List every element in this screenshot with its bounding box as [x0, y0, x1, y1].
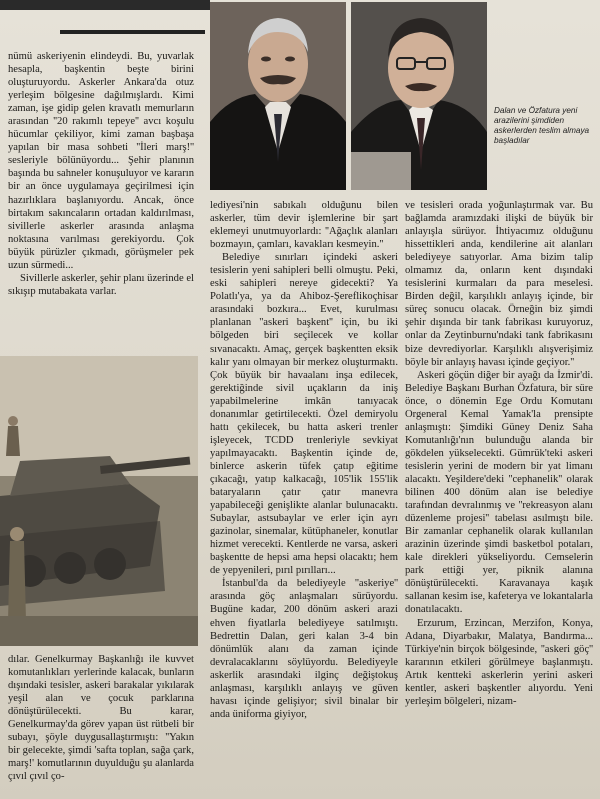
col3-paragraph-3: Erzurum, Erzincan, Merzifon, Konya, Adana, Diyarbakır, Malatya, Bandırma... Türkiye'nin birçok bölgesinde, ''askeri göç'' kararının etkileri görülmeye başlanmıştı. Artık kentteki askerlerin yerini askeri kentler, askeri başkentler alıyordu. Yeni yerleşim bölgeleri, nizam-	[405, 617, 593, 707]
text-column-1	[8, 50, 194, 298]
man-portrait-1-image	[210, 2, 346, 190]
col1-paragraph-2: Sivillerle askerler, şehir planı üzerinde el sıkışıp mutabakata varlar.	[8, 272, 194, 297]
col3-paragraph-1: ve tesisleri orada yoğunlaştırmak var. Bu bağlamda aramızdaki ilişki de büyük bir anlayışla sürüyor. İhtiyacımız olduğunu hissettikleri anda, kendilerine ait alanları belediyeye satıyorlar. Ama bizim talip olmamız da, onların kent dışındaki tesislerini kurmaları da para meselesi. Birden değil, karşılıklı anlayış içinde, bir süreç sonucu olacak. Örneğin biz şimdi şehir dışında bir tank fabrikası kuruyoruz, onlar da Zeytinburnu'ndaki tank fabrikasını bize devrediyorlar. Karşılıklı alışverişimiz böyle bir anlayış havası içinde geçiyor.''	[405, 200, 593, 368]
top-black-bar	[0, 0, 210, 10]
photo-tank-soldiers	[0, 356, 198, 646]
col2-paragraph-3: İstanbul'da da belediyeyle ''askeriye'' arasında göç anlaşmaları sürüyordu. Bugüne kadar, 200 dönüm askeri arazi ehven fiyatlarla belediyeye satılmıştı. Bedrettin Dalan, geri kalan 3-4 bin dönümlük alanı da zaman içinde devralacaklarını söylüyordu. Belediyeyle askerlik arasındaki ilginç değiştokuş anlaşması, karşılıklı anlayış ve güven havası içinde gelişiyor; sivil binalar bir anda üniforma giyiyor,	[210, 578, 398, 720]
photo-man-with-glasses	[351, 2, 487, 190]
text-column-1-bottom	[8, 653, 194, 783]
col2-paragraph-2: Belediye sınırları içindeki askeri tesislerin yeni sahipleri belli olmuştu. Peki, eski sahipleri nereye gidecekti? Ya Polatlı'ya, ya da Ahiboz-Şereflikoçhisar arasındaki bozkıra... Evet, kurulması planlanan ''askeri başkent'' için, bu iki bölgeden biri seçilecek ve kollar sıvanacaktı. Amaç, gerçek başkentten eksik kalır yanı olmayan bir merkez oluşturmaktı. Çok büyük bir havaalanı inşa edilecek, gerektiğinde sivil uçakların da iniş yapabilmelerine imkân tanıyacak donanımlar getirtilecekti. Özel demiryolu hattı çekilecek, bu hatta askeri trenler işleyecek, TCDD trenleriyle sevkiyat yapılmayacaktı. Başkentin içinde de, binlerce askerin tüfek çatıp eğitime çıkacağı, yatıp kalkacağı, 105'lik 155'lik bataryaların çatır çatır manevra yapabileceği genişlikte alanlar bulunacaktı. Subaylar, astsubaylar ve erler için ayrı gazinolar, sinemalar, kütüphaneler, konutlar hizmet verecekti. Kentlerde ne varsa, askeri başkentte de hepsi ama hepsi olacaktı; hem de yepyenileri, pırıl pırılları...	[210, 252, 398, 577]
photo-man-with-mustache	[210, 2, 346, 190]
text-column-3	[405, 199, 593, 708]
tank-image	[0, 356, 198, 646]
col1-paragraph-1: nümü askeriyenin elindeydi. Bu, yuvarlak hesapla, başkentin beşte birini oluşturuyordu. Askerler Ankara'da otuz yerleşim bölgesine dağılmışlardı. Kimi zaman, işe gidip gelen kravatlı memurların arasından ''20 rakımlı tepeye'' avcı koşulu hücumlar çekiliyor, kimi zaman başbaşa yapılan bir masa sohbeti ''İleri marş!'' sesleriyle bölünüyordu... Şehir planının başında bu sahneler konuşuluyor ve kararın bir an önce uygulamaya geçirilmesi için hazırlıklara başlanıyordu. Ancak, önce birtakım sakıncaların ortadan kaldırılması, sivillerle askerler arasında anlaşma noktasına varılması gerekiyordu. Çok büyük pürüzler çıkmadı, görüşmeler pek uzun sürmedi...	[8, 51, 194, 271]
col2-paragraph-1: lediyesi'nin sabıkalı olduğunu bilen askerler, tüm devir işlemlerine bir şart eklemeyi unutmuyorlardı: ''Ağaçlık alanları bozmayın, çamları, kavakları kesmeyin.''	[210, 200, 398, 251]
man-portrait-2-image	[351, 2, 487, 190]
col3-paragraph-2: Askeri göçün diğer bir ayağı da İzmir'di. Belediye Başkanı Burhan Özfatura, bir süre önce, o dönemin Ege Ordu Komutanı Orgeneral Kemal Yamak'la prensipte anlaşmıştı: Şimdiki Güney Deniz Saha Komutanlığı'nın bulunduğu alanda bir gökdelen yükselecekti. Gümrük'teki askeri tesislerin yerini de modern bir yat limanı alacaktı. Yeşildere'deki ''cephanelik'' olarak bilinen 400 dönüm alan ise belediye tarafından devralınmış ve ''rekreasyon alanı düzenleme projesi'' tabelası asılmıştı bile. Bir zamanlar cephanelik olarak kullanılan arazinin üzerinde şimdi basketbol potaları, kale direkleri yükseliyordu. Cemselerin park ettiği yer, piknik alanına dönüştürülecekti. Karavanaya kaşık sallanan kesim ise, kafeterya ve lokantalarla donatılacaktı.	[405, 369, 593, 616]
photo-caption: Dalan ve Özfatura yeni arazilerini şimdiden askerlerden teslim almaya başladılar	[494, 106, 590, 145]
col1b-paragraph-1: dılar. Genelkurmay Başkanlığı ile kuvvet komutanlıkları yerlerinde kalacak, bunların dışındaki tesisler, askeri barakalar yıkılarak yeşil alan ve çocuk parklarına dönüştürülecekti. Bu karar, Genelkurmay'da görev yapan üst rütbeli bir subayı, şöyle duygusallaştırmıştı: ''Yakın bir gelecekte, şimdi 'safta toplan, sağa çark, marş!' komutlarının duyulduğu şu alanlarda çıvıl çıvıl ço-	[8, 654, 194, 783]
text-column-2	[210, 199, 398, 721]
top-rule	[60, 30, 205, 34]
